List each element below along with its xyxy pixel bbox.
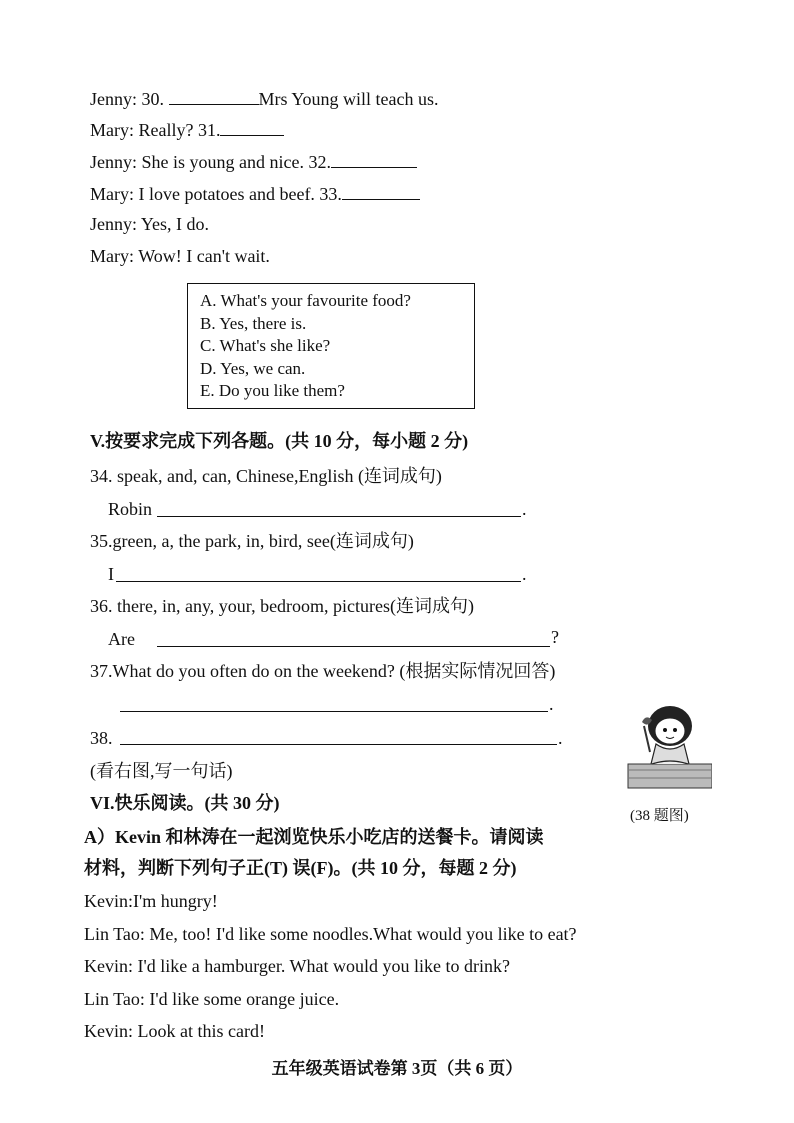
option-c: C. What's she like? xyxy=(200,336,331,355)
speaker: Jenny: xyxy=(90,214,137,234)
section-6-title: VI.快乐阅读。(共 30 分) xyxy=(90,793,280,813)
option-b: B. Yes, there is. xyxy=(200,313,307,333)
speaker: Jenny: xyxy=(90,89,137,109)
reading-line-1: Kevin:I'm hungry! xyxy=(84,891,218,911)
dialogue-line-34 xyxy=(90,213,209,235)
reading-line-2: Lin Tao: Me, too! I'd like some noodles.What would you like to eat? xyxy=(84,924,577,944)
dialogue-text: Mrs Young will teach us. xyxy=(258,89,439,109)
q34-end-punct: . xyxy=(522,499,527,519)
dialogue-text: Wow! I can't wait. xyxy=(138,246,270,266)
answer-blank-30[interactable] xyxy=(169,86,259,105)
answer-line-34[interactable] xyxy=(157,515,521,517)
speaker: Mary: xyxy=(90,120,134,140)
section-5-title: V.按要求完成下列各题。(共 10 分，每小题 2 分) xyxy=(90,431,469,451)
question-38: 38. xyxy=(90,728,113,748)
dialogue-text: She is young and nice. 32. xyxy=(141,152,331,172)
answer-line-35[interactable] xyxy=(116,580,521,582)
question-36: 36. there, in, any, your, bedroom, pictures(连词成句) xyxy=(90,596,475,616)
q35-end-punct: . xyxy=(522,564,527,584)
dialogue-text: Yes, I do. xyxy=(140,214,210,234)
q38-figure-image xyxy=(622,698,712,793)
part-a-instruction-2: 材料，判断下列句子正(T) 误(F)。(共 10 分，每题 2 分) xyxy=(84,858,517,878)
part-a-instruction-1: A）Kevin 和林涛在一起浏览快乐小吃店的送餐卡。请阅读 xyxy=(84,827,544,847)
reading-line-5: Kevin: Look at this card! xyxy=(84,1021,265,1041)
q36-end-punct: ? xyxy=(551,627,559,647)
option-e: E. Do you like them? xyxy=(200,381,345,400)
dialogue-line-35 xyxy=(90,245,270,267)
reading-line-4: Lin Tao: I'd like some orange juice. xyxy=(84,989,340,1009)
speaker: Mary: xyxy=(90,246,134,266)
answer-blank-32[interactable] xyxy=(331,149,417,168)
dialogue-line-30 xyxy=(90,86,439,110)
q37-end-punct: . xyxy=(549,694,554,714)
question-35: 35.green, a, the park, in, bird, see(连词成句) xyxy=(90,531,414,551)
dialogue-text: I love potatoes and beef. 33. xyxy=(138,184,342,204)
dialogue-text: Really? 31. xyxy=(138,120,221,140)
reading-line-3: Kevin: I'd like a hamburger. What would you like to drink? xyxy=(84,956,510,976)
answer-line-36[interactable] xyxy=(157,645,550,647)
options-box xyxy=(187,283,475,409)
page-footer: 五年级英语试卷第 3页（共 6 页） xyxy=(271,1059,523,1078)
answer-blank-31[interactable] xyxy=(220,117,284,136)
q38-end-punct: . xyxy=(558,728,563,748)
question-number: 30. xyxy=(141,89,164,109)
q34-start-word: Robin xyxy=(108,499,153,519)
girl-eating-illustration-icon xyxy=(622,698,712,793)
dialogue-line-31 xyxy=(90,117,284,141)
q36-start-word: Are xyxy=(108,629,135,649)
dialogue-line-33 xyxy=(90,181,420,205)
speaker: Jenny: xyxy=(90,152,137,172)
dialogue-line-32 xyxy=(90,149,417,173)
figure-caption: (38 题图) xyxy=(630,808,689,824)
option-d: D. Yes, we can. xyxy=(200,358,306,378)
speaker: Mary: xyxy=(90,184,134,204)
q38-hint: (看右图,写一句话) xyxy=(90,761,233,781)
option-a: A. What's your favourite food? xyxy=(200,291,411,310)
answer-line-37[interactable] xyxy=(120,710,548,712)
question-34: 34. speak, and, can, Chinese,English (连词成句) xyxy=(90,466,442,486)
question-37: 37.What do you often do on the weekend? (根据实际情况回答) xyxy=(90,661,556,681)
answer-line-38[interactable] xyxy=(120,743,557,745)
answer-blank-33[interactable] xyxy=(342,181,420,200)
q35-start-word: I xyxy=(108,564,114,584)
